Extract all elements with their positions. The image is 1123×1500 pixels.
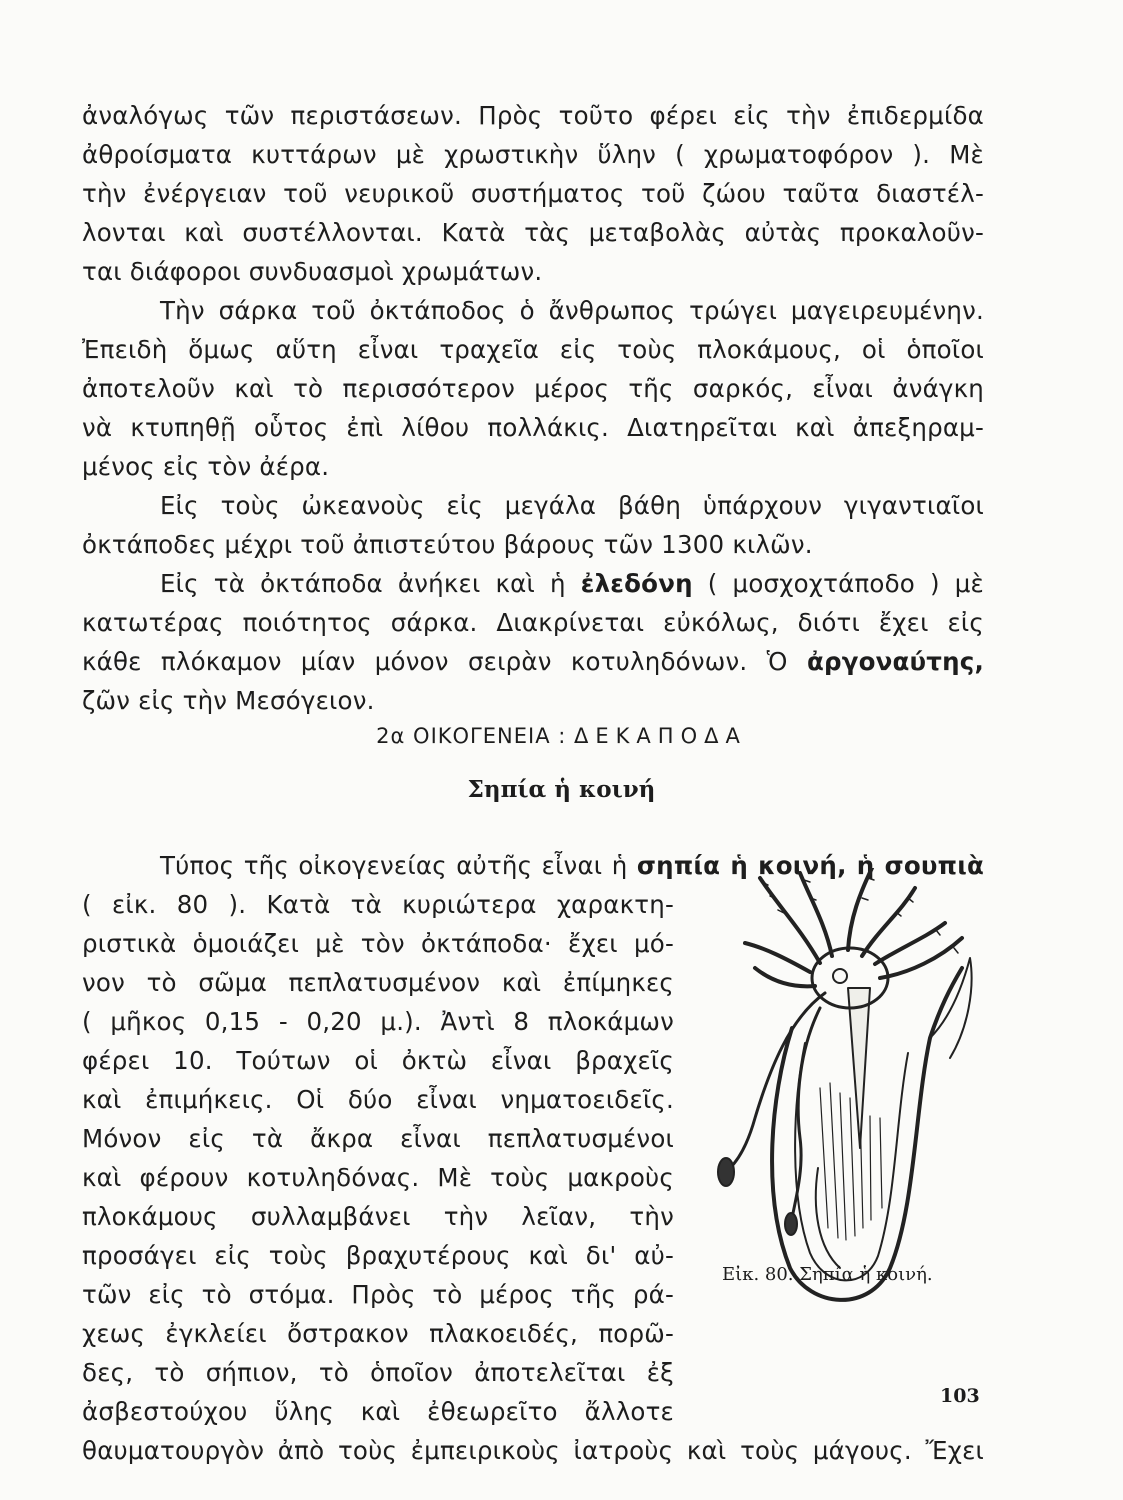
text-line: ( εἰκ. 80 ). Κατὰ τὰ κυριώτερα χαρακτη- <box>82 890 674 919</box>
text-line: δες, τὸ σήπιον, τὸ ὁποῖον ἀποτελεῖται ἐξ <box>82 1358 674 1387</box>
text-line: καὶ ἐπιμήκεις. Οἱ δύο εἶναι νηματοειδεῖς. <box>82 1085 674 1114</box>
text-line: φέρει 10. Τούτων οἱ ὀκτὼ εἶναι βραχεῖς <box>82 1046 674 1075</box>
text-line <box>82 644 984 680</box>
text-line: ἀποτελοῦν καὶ τὸ περισσότερον μέρος τῆς σαρκός, εἶναι ἀνάγκη <box>82 374 984 403</box>
term-sepia: σηπία ἡ κοινή, ἡ σουπιὰ <box>636 851 984 880</box>
text-span: κάθε πλόκαμον μίαν μόνον σειρὰν κοτυληδόνων. Ὁ <box>82 647 788 676</box>
section-heading-name: ΔΕΚΑΠΟΔΑ <box>574 724 747 748</box>
text-span: ( μοσχοχτάποδο ) μὲ <box>707 569 984 598</box>
term-eledone: ἐλεδόνη <box>580 569 693 598</box>
text-line: χεως ἐγκλείει ὄστρακον πλακοειδές, πορῶ- <box>82 1319 674 1348</box>
text-line: ζῶν εἰς τὴν Μεσόγειον. <box>82 686 375 715</box>
text-line: ριστικὰ ὁμοιάζει μὲ τὸν ὀκτάποδα· ἔχει μό- <box>82 929 674 958</box>
text-line: ται διάφοροι συνδυασμοὶ χρωμάτων. <box>82 257 543 286</box>
text-line: νὰ κτυπηθῇ οὗτος ἐπὶ λίθου πολλάκις. Διατηρεῖται καὶ ἀπεξηραμ- <box>82 413 984 442</box>
text-line: μένος εἰς τὸν ἀέρα. <box>82 452 330 481</box>
section-heading-prefix: 2α ΟΙΚΟΓΕΝΕΙΑ : <box>376 724 567 748</box>
text-line: θαυματουργὸν ἀπὸ τοὺς ἐμπειρικοὺς ἰατροὺς καὶ τοὺς μάγους. Ἔχει <box>82 1436 984 1465</box>
text-line: ἀναλόγως τῶν περιστάσεων. Πρὸς τοῦτο φέρει εἰς τὴν ἐπιδερμίδα <box>82 101 984 130</box>
text-line: πλοκάμους συλλαμβάνει τὴν λεῖαν, τὴν <box>82 1202 674 1231</box>
text-line: ὀκτάποδες μέχρι τοῦ ἀπιστεύτου βάρους τῶν 1300 κιλῶν. <box>82 530 813 559</box>
text-line: κατωτέρας ποιότητος σάρκα. Διακρίνεται εὐκόλως, διότι ἔχει εἰς <box>82 608 984 637</box>
text-line <box>160 566 984 602</box>
text-line: ἀσβεστούχου ὕλης καὶ ἐθεωρεῖτο ἄλλοτε <box>82 1397 674 1426</box>
text-line: Τὴν σάρκα τοῦ ὀκτάποδος ὁ ἄνθρωπος τρώγει μαγειρευμένην. <box>160 296 984 325</box>
text-line: τὴν ἐνέργειαν τοῦ νευρικοῦ συστήματος τοῦ ζώου ταῦτα διαστέλ- <box>82 179 984 208</box>
text-line: ( μῆκος 0,15 - 0,20 μ.). Ἀντὶ 8 πλοκάμων <box>82 1007 674 1036</box>
section-title: Σηπία ἡ κοινή <box>467 776 656 803</box>
text-line: Μόνον εἰς τὰ ἄκρα εἶναι πεπλατυσμένοι <box>82 1124 674 1153</box>
text-span: Τύπος τῆς οἰκογενείας αὐτῆς εἶναι ἡ <box>160 851 628 880</box>
text-line: προσάγει εἰς τοὺς βραχυτέρους καὶ δι' αὐ- <box>82 1241 674 1270</box>
figure-caption: Εἰκ. 80. Σηπία ἡ κοινή. <box>722 1264 933 1285</box>
text-line: λονται καὶ συστέλλονται. Κατὰ τὰς μεταβολὰς αὐτὰς προκαλοῦν- <box>82 218 984 247</box>
text-line: Ἐπειδὴ ὅμως αὕτη εἶναι τραχεῖα εἰς τοὺς πλοκάμους, οἱ ὁποῖοι <box>82 335 984 364</box>
text-line: νον τὸ σῶμα πεπλατυσμένον καὶ ἐπίμηκες <box>82 968 674 997</box>
page-number: 103 <box>940 1385 980 1407</box>
text-line: τῶν εἰς τὸ στόμα. Πρὸς τὸ μέρος τῆς ρά- <box>82 1280 674 1309</box>
text-span: Εἰς τὰ ὀκτάποδα ἀνήκει καὶ ἡ <box>160 569 566 598</box>
text-line: Εἰς τοὺς ὠκεανοὺς εἰς μεγάλα βάθη ὑπάρχουν γιγαντιαῖοι <box>160 491 984 520</box>
text-line: καὶ φέρουν κοτυληδόνας. Μὲ τοὺς μακροὺς <box>82 1163 674 1192</box>
section-heading <box>0 724 1123 748</box>
cuttlefish-illustration <box>700 868 990 1318</box>
term-argonautes: ἀργοναύτης, <box>806 647 984 676</box>
text-line: ἀθροίσματα κυττάρων μὲ χρωστικὴν ὕλην ( χρωματοφόρον ). Μὲ <box>82 140 984 169</box>
